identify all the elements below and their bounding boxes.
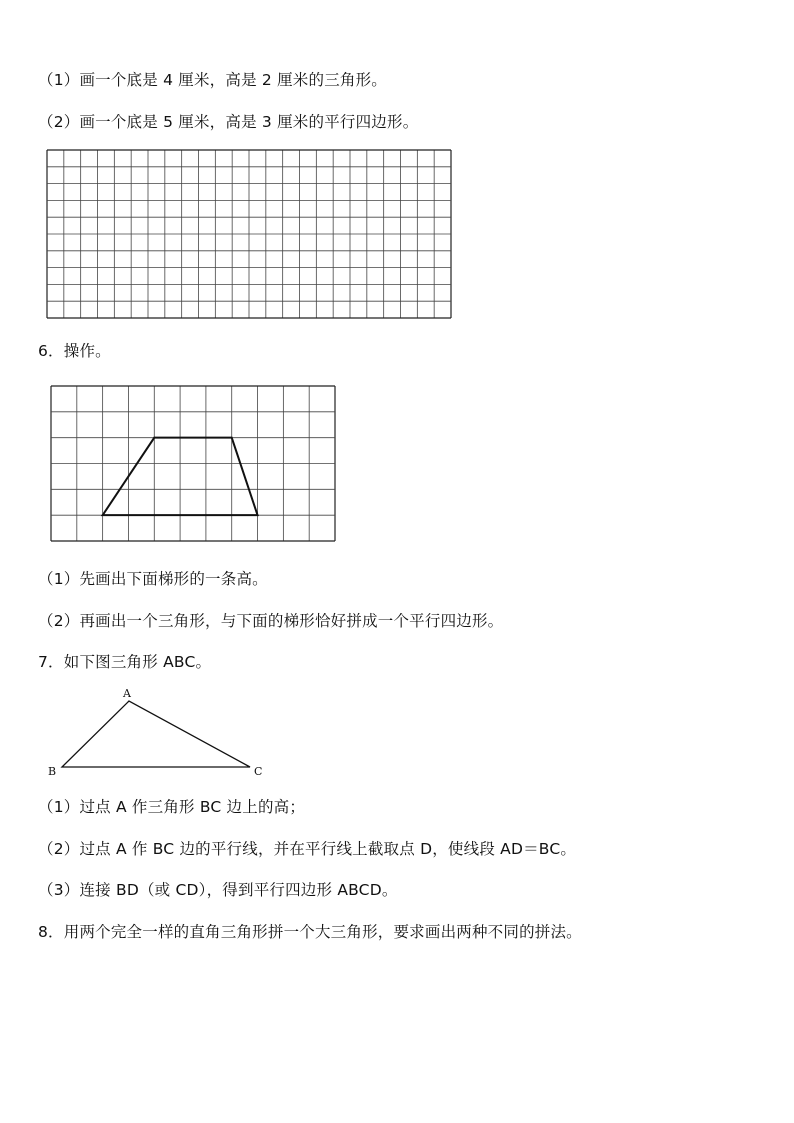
- q6-title: 6．操作。: [38, 342, 111, 360]
- q6-part1-text: （1）先画出下面梯形的一条高。: [38, 570, 268, 588]
- triangle-abc-figure: [40, 682, 280, 782]
- vertex-b-label: B: [48, 765, 57, 778]
- q7-part2-text: （2）过点 A 作 BC 边的平行线，并在平行线上截取点 D，使线段 AD＝BC。: [38, 840, 577, 858]
- q5-drawing-grid[interactable]: [46, 149, 452, 319]
- vertex-c-label: C: [254, 765, 263, 778]
- q8-title: 8．用两个完全一样的直角三角形拼一个大三角形，要求画出两种不同的拼法。: [38, 923, 582, 941]
- q7-part1-text: （1）过点 A 作三角形 BC 边上的高；: [38, 798, 306, 816]
- q5-part1-text: （1）画一个底是 4 厘米，高是 2 厘米的三角形。: [38, 71, 387, 89]
- q7-part3-text: （3）连接 BD（或 CD），得到平行四边形 ABCD。: [38, 881, 398, 899]
- q6-trapezoid-grid[interactable]: [50, 385, 336, 542]
- vertex-a-label: A: [123, 687, 131, 700]
- q5-part2-text: （2）画一个底是 5 厘米，高是 3 厘米的平行四边形。: [38, 113, 419, 131]
- q6-part2-text: （2）再画出一个三角形，与下面的梯形恰好拼成一个平行四边形。: [38, 612, 504, 630]
- triangle-abc: [62, 701, 250, 767]
- q7-title: 7．如下图三角形 ABC。: [38, 653, 212, 671]
